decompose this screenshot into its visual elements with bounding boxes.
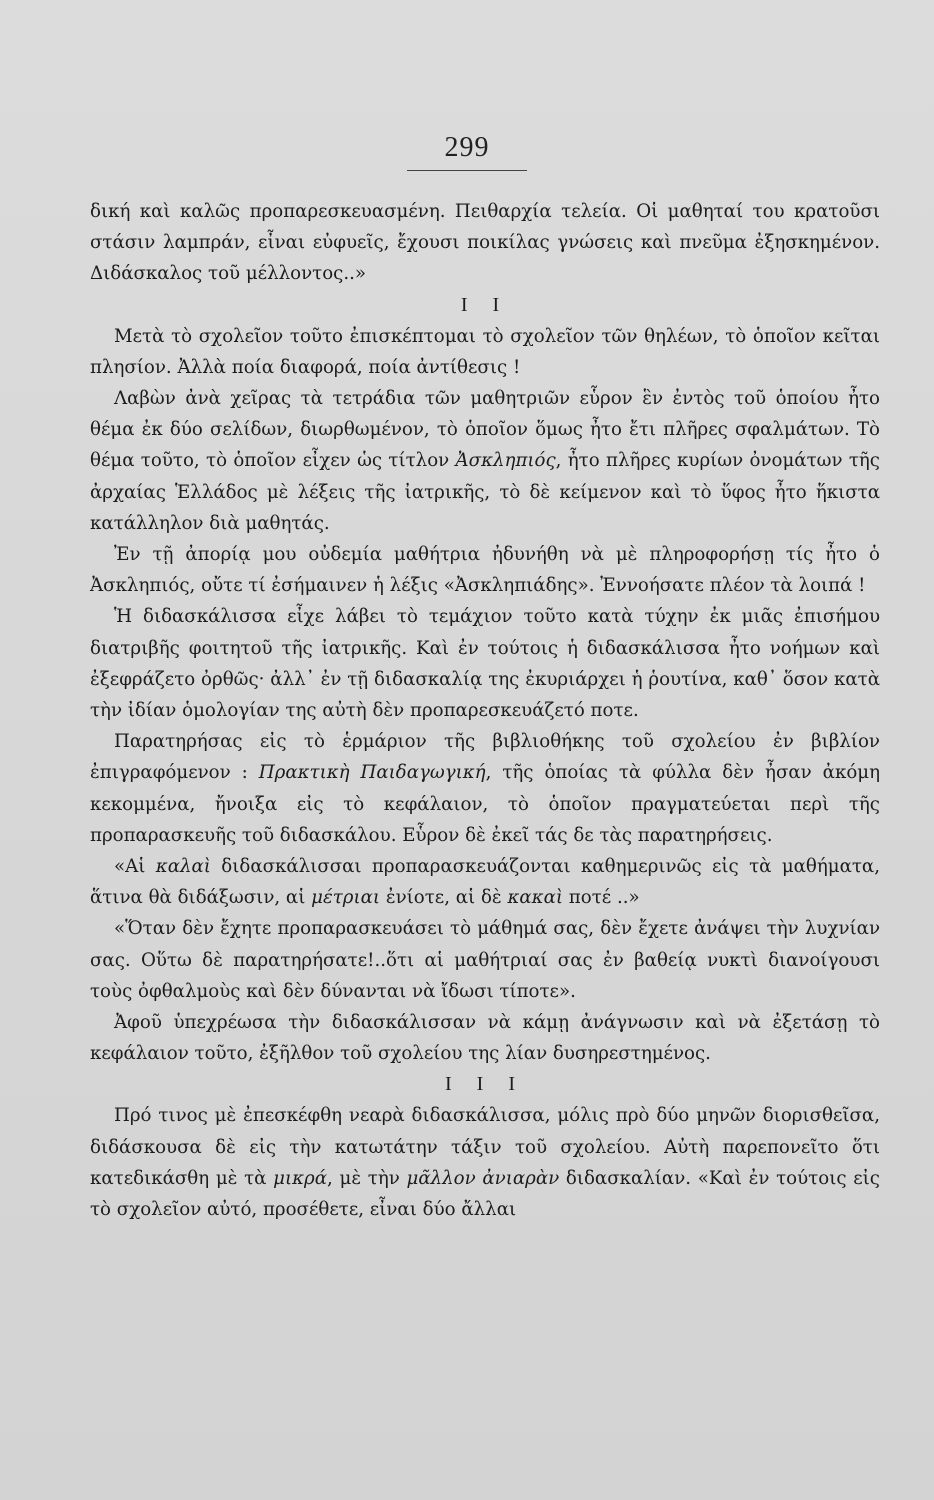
- paragraph-2: Μετὰ τὸ σχολεῖον τοῦτο ἐπισκέπτομαι τὸ σχολεῖον τῶν θηλέων, τὸ ὁποῖον κεῖται πλησίον. Ἀλλὰ ποία διαφορά, ποία ἀντίθεσις !: [90, 325, 880, 378]
- paragraph-8-quote: «Ὅταν δὲν ἔχητε προπαρασκευάσει τὸ μάθημά σας, δὲν ἔχετε ἀνάψει τὴν λυχνίαν σας. Οὕτω δὲ παρατηρήσατε!..ὅτι αἱ μαθήτριαί σας ἐν βαθείᾳ νυκτὶ διανοίγουσι τοὺς ὀφθαλμοὺς καὶ δὲν δύνανται νὰ ἴδωσι τίποτε».: [90, 918, 880, 1002]
- paragraph-9: Ἀφοῦ ὑπεχρέωσα τὴν διδασκάλισσαν νὰ κάμῃ ἀνάγνωσιν καὶ νὰ ἐξετάσῃ τὸ κεφάλαιον τοῦτο, ἐξῆλθον τοῦ σχολείου της λίαν δυσηρεστημένος.: [90, 1012, 880, 1065]
- paragraph-10-text-a: Πρό τινος μὲ ἐπεσκέφθη νεαρὰ διδασκάλισσα, μόλις πρὸ δύο μηνῶν διορισθεῖσα, διδάσκουσα δὲ εἰς τὴν κατωτάτην τάξιν τοῦ σχολείου. Αὐτὴ παρεπονεῖτο ὅτι κατεδικάσθη μὲ τὰ: [90, 1105, 880, 1189]
- paragraph-5: Ἡ διδασκάλισσα εἶχε λάβει τὸ τεμάχιον τοῦτο κατὰ τύχην ἐκ μιᾶς ἐπισήμου διατριβῆς φοιτητοῦ τῆς ἰατρικῆς. Καὶ ἐν τούτοις ἡ διδασκάλισσα ἦτο νοήμων καὶ ἐξεφράζετο ὀρθῶς· ἀλλ᾽ ἐν τῇ διδασκαλίᾳ της ἐκυριάρχει ἡ ῥουτίνα, καθ᾽ ὅσον κατὰ τὴν ἰδίαν ὁμολογίαν της αὐτὴ δὲν προπαρεσκευάζετό ποτε.: [90, 606, 880, 722]
- page-header: [0, 132, 934, 171]
- paragraph-10-em-2: μᾶλλον ἀνιαρὰν: [406, 1167, 560, 1189]
- paragraph-3-text-a: Λαβὼν ἀνὰ χεῖρας τὰ τετράδια τῶν μαθητριῶν εὗρον ἓν ἐντὸς τοῦ ὁποίου ἦτο θέμα ἐκ δύο σελίδων, διωρθωμένον, τὸ ὁποῖον ὅμως ἦτο ἔτι πλῆρες σφαλμάτων. Τὸ θέμα τοῦτο, τὸ ὁποῖον εἶχεν ὡς τίτλον: [90, 388, 880, 472]
- paragraph-3-title: Ἀσκληπιός: [455, 450, 556, 472]
- paragraph-7-em-1: καλαὶ: [155, 856, 211, 878]
- section-heading-3: Ι Ι Ι: [445, 1073, 525, 1096]
- header-rule: [407, 170, 527, 171]
- paragraph-7-quote: [90, 851, 880, 913]
- paragraph-4: Ἐν τῇ ἀπορίᾳ μου οὐδεμία μαθήτρια ἠδυνήθη νὰ μὲ πληροφορήσῃ τίς ἦτο ὁ Ἀσκληπιός, οὔτε τί ἐσήμαινεν ἡ λέξις «Ἀσκληπιάδης». Ἐννοήσατε πλέον τὰ λοιπά !: [90, 544, 880, 597]
- paragraph-6-book-title: Πρακτικὴ Παιδαγωγική: [258, 762, 486, 784]
- paragraph-7-text-a: «Αἱ: [114, 856, 156, 878]
- paragraph-7-text-d: ποτέ ..»: [563, 887, 640, 909]
- section-heading-2: Ι Ι: [460, 293, 510, 316]
- paragraph-3: [90, 383, 880, 539]
- paragraph-1: δική καὶ καλῶς προπαρεσκευασμένη. Πειθαρχία τελεία. Οἱ μαθηταί του κρατοῦσι στάσιν λαμπράν, εἶναι εὐφυεῖς, ἔχουσι ποικίλας γνώσεις καὶ πνεῦμα ἐξησκημένον. Διδάσκαλος τοῦ μέλλοντος..»: [90, 201, 880, 285]
- paragraph-6-text-b: , τῆς ὁποίας τὰ φύλλα δὲν ἦσαν ἀκόμη κεκομμένα, ἤνοιξα εἰς τὸ κεφάλαιον, τὸ ὁποῖον πραγματεύεται περὶ τῆς προπαρασκευῆς τοῦ διδασκάλου. Εὗρον δὲ ἐκεῖ τάς δε τὰς παρατηρήσεις.: [90, 762, 880, 846]
- paragraph-6: [90, 726, 880, 851]
- paragraph-7-text-c: ἐνίοτε, αἱ δὲ: [380, 887, 508, 909]
- paragraph-3-text-b: , ἦτο πλῆρες κυρίων ὀνομάτων τῆς ἀρχαίας Ἑλλάδος μὲ λέξεις τῆς ἰατρικῆς, τὸ δὲ κείμενον καὶ τὸ ὕφος ἦτο ἥκιστα κατάλληλον διὰ μαθητάς.: [90, 450, 880, 534]
- paragraph-7-text-b: διδασκάλισσαι προπαρασκευάζονται καθημερινῶς εἰς τὰ μαθήματα, ἅτινα θὰ διδάξωσιν, αἱ: [90, 856, 880, 909]
- paragraph-6-text-a: Παρατηρήσας εἰς τὸ ἑρμάριον τῆς βιβλιοθήκης τοῦ σχολείου ἐν βιβλίον ἐπιγραφόμενον :: [90, 731, 880, 784]
- paragraph-7-em-2: μέτριαι: [311, 887, 381, 909]
- paragraph-10-text-c: διδασκαλίαν. «Καὶ ἐν τούτοις εἰς τὸ σχολεῖον αὐτό, προσέθετε, εἶναι δύο ἄλλαι: [90, 1167, 880, 1221]
- page-number: 299: [444, 132, 490, 163]
- paragraph-10-em-1: μικρά: [273, 1167, 328, 1189]
- paragraph-10: [90, 1100, 880, 1225]
- paragraph-10-text-b: , μὲ τὴν: [327, 1167, 407, 1189]
- body-text: [90, 196, 880, 1225]
- paragraph-7-em-3: κακαὶ: [507, 887, 564, 909]
